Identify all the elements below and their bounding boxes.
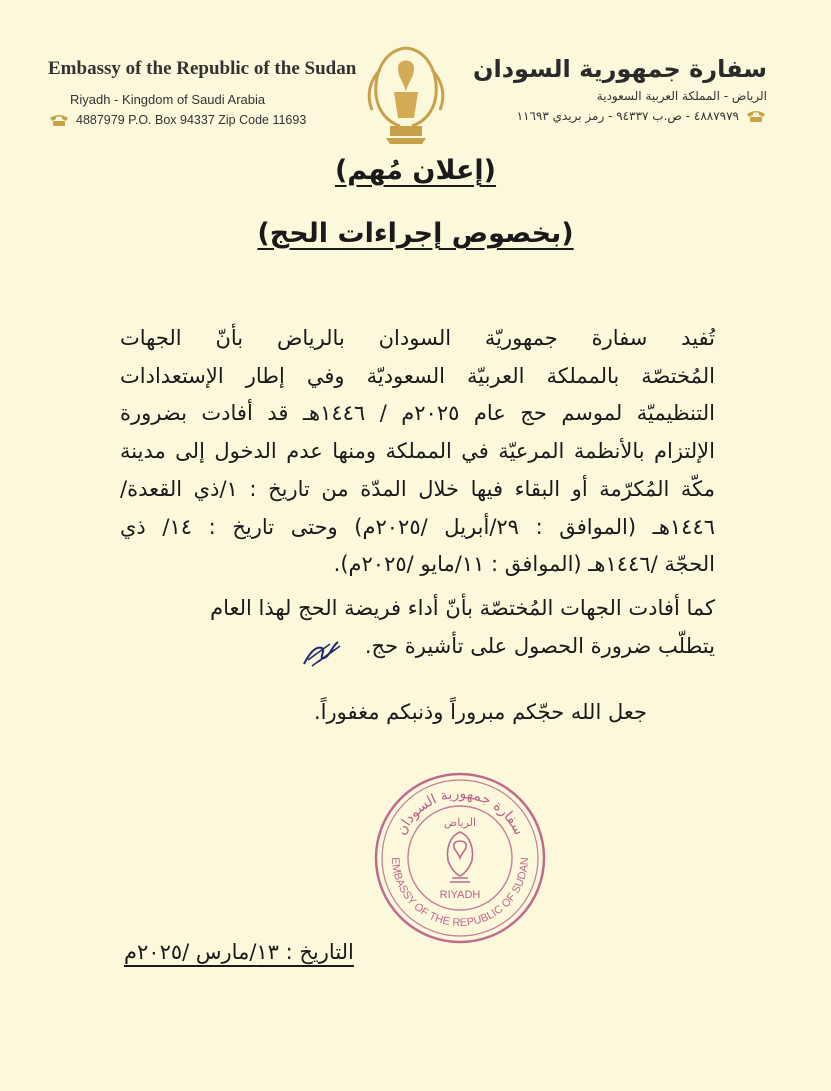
embassy-contact-en [48,113,338,127]
paragraph-line: مكّة المُكرّمة أو البقاء فيها خلال المدّة من تاريخ : ١/ذي القعدة/ [120,476,715,501]
phone-icon [48,113,70,127]
paragraph-line: ١٤٤٦هـ (الموافق : ٢٩/أبريل /٢٠٢٥م) وحتى تاريخ : ١٤/ ذي [120,514,716,539]
paragraph-line: الإلتزام بالأنظمة المرعيّة في المملكة ومنها عدم الدخول إلى مدينة [120,439,715,464]
seal-city-en: RIYADH [439,889,481,901]
contact-text-ar: ٤٨٨٧٩٧٩ - ص.ب ٩٤٣٣٧ - رمز بريدي ١١٦٩٣ [516,109,739,123]
embassy-seal [372,770,548,946]
sudan-emblem-icon [356,40,456,148]
paragraph-line: يتطلّب ضرورة الحصول على تأشيرة حج. [364,633,715,658]
seal-outer-text-path: EMBASSY OF THE REPUBLIC OF SUDAN [388,856,532,930]
phone-icon [745,109,767,123]
english-letterhead [48,58,357,127]
seal-ring-text-path: سفارة جمهورية السودان [393,785,527,838]
embassy-location-en: Riyadh - Kingdom of Saudi Arabia [70,92,266,107]
paragraph-line: كما أفادت الجهات المُختصّة بأنّ أداء فريضة الحج لهذا العام [210,596,715,620]
paragraph-line: الحجّة /١٤٤٦هـ (الموافق : ١١/مايو /٢٠٢٥م). [333,552,715,577]
main-paragraph [120,320,715,584]
embassy-contact-ar [467,109,767,123]
embassy-name-en: Embassy of the Republic of the Sudan [48,58,357,79]
paragraph-line: المُختصّة بالمملكة العربيّة السعوديّة وفي إطار الإستعدادات [120,363,715,388]
paragraph-line: التنظيميّة لموسم حج عام ٢٠٢٥م / ١٤٤٦هـ قد أفادت بضرورة [120,401,715,426]
signature-mark [300,632,344,672]
seal-ring-text [393,786,526,838]
announcement-title: (إعلان مُهم) [334,155,497,186]
embassy-name-ar: سفارة جمهورية السودان [473,55,767,83]
closing-blessing: جعل الله حجّكم مبروراً وذنبكم مغفوراً. [314,700,647,724]
contact-text-en: 4887979 P.O. Box 94337 Zip Code 11693 [76,113,307,127]
arabic-letterhead [467,55,767,123]
embassy-location-ar: الرياض - المملكة العربية السعودية [596,89,767,103]
seal-emblem-icon [448,832,473,882]
document-date: التاريخ : ١٣/مارس /٢٠٢٥م [124,940,354,964]
paragraph-line: تُفيد سفارة جمهوريّة السودان بالرياض بأنّ الجهات [120,326,715,350]
announcement-subtitle: (بخصوص إجراءات الحج) [257,218,574,249]
second-paragraph [120,590,715,665]
seal-city-ar: الرياض [443,816,477,829]
